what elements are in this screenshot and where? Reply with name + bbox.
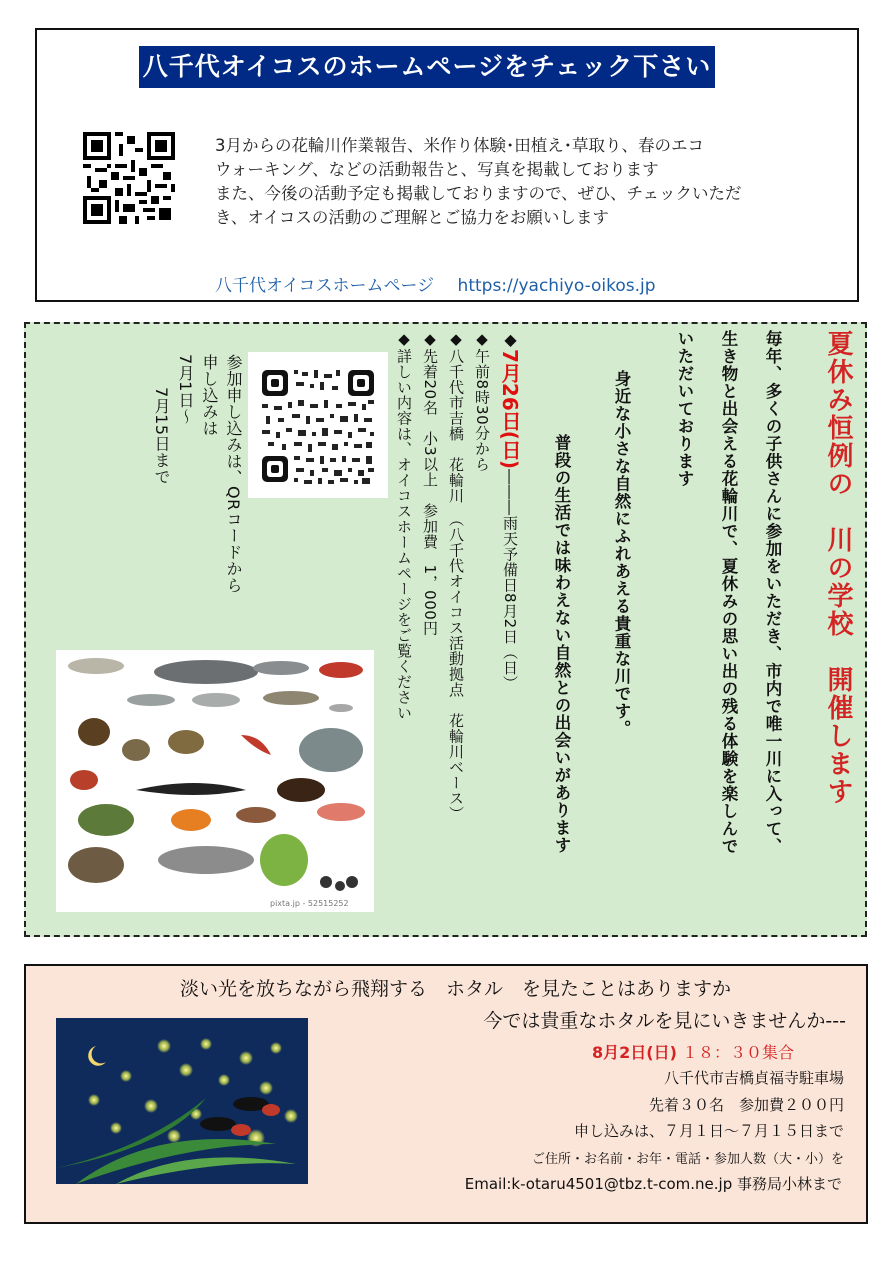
river-school-heading: 夏休み恒例の 川の学校 開催します	[823, 330, 853, 806]
detail-line: ◆八千代市吉橋 花輪川 （八千代オイコス活動拠点 花輪川ベース）	[447, 330, 465, 822]
homepage-notice	[35, 28, 859, 302]
apply-line: 7月1日～	[176, 354, 195, 425]
river-creatures-illustration	[56, 650, 374, 912]
description-line: き、オイコスの活動のご理解とご協力をお願いします	[215, 208, 609, 227]
intro-line: 毎年、多くの子供さんに参加をいただき、市内で唯一川に入って、	[763, 330, 782, 855]
diamond-icon: ◆	[501, 330, 520, 349]
description-line: また、今後の活動予定も掲載しておりますので、ぜひ、チェックいただ	[215, 184, 742, 203]
lead-line: 身近な小さな自然にふれあえる貴重な川です。	[612, 370, 631, 738]
homepage-link-row	[215, 271, 656, 296]
detail-line: ◆詳しい内容は、オイコスホームページをご覧ください	[395, 330, 413, 721]
detail-line: ◆午前8時30分から	[473, 330, 491, 472]
firefly-panel	[24, 964, 868, 1224]
firefly-line-1: 淡い光を放ちながら飛翔する ホタル を見たことはありますか	[180, 978, 732, 1000]
firefly-time: １８：３０集合	[682, 1043, 795, 1062]
lead-line: 普段の生活では味わえない自然との出会いがあります	[552, 434, 571, 854]
firefly-date-row	[592, 1040, 794, 1063]
firefly-required-info: ご住所・お名前・お年・電話・参加人数（大・小）を	[531, 1152, 844, 1167]
intro-line: いただいております	[675, 330, 694, 488]
firefly-night-illustration	[56, 1018, 308, 1184]
diamond-icon: ◆	[395, 330, 413, 349]
apply-line: 7月15日まで	[152, 354, 171, 486]
qr-code-homepage[interactable]	[83, 132, 175, 224]
event-date-main: 7月26日(日)	[498, 349, 522, 470]
apply-line: 参加申し込みは、QRコードから	[224, 354, 243, 594]
event-date-line	[496, 330, 525, 691]
qr-code-application[interactable]	[248, 352, 388, 498]
firefly-period: 申し込みは、７月１日～７月１５日まで	[573, 1122, 844, 1140]
river-school-panel	[24, 322, 867, 937]
diamond-icon: ◆	[447, 330, 465, 349]
image-credit: pixta.jp - 52515252	[270, 899, 349, 908]
firefly-capacity: 先着３０名 参加費２００円	[648, 1096, 844, 1114]
event-date-rest: ―――雨天予備日8月2日（日）	[501, 469, 519, 691]
firefly-date: 8月2日(日)	[592, 1043, 677, 1062]
description-line: 3月からの花輪川作業報告、米作り体験･田植え･草取り、春のエコ	[215, 136, 704, 155]
homepage-description	[215, 134, 815, 230]
homepage-title: 八千代オイコスのホームページをチェック下さい	[139, 46, 715, 88]
diamond-icon: ◆	[473, 330, 491, 349]
apply-line: 申し込みは	[200, 354, 219, 437]
intro-line: 生き物と出会える花輪川で、夏休みの思い出の残る体験を楽しんで	[719, 330, 738, 855]
homepage-url-link[interactable]: https://yachiyo-oikos.jp	[457, 276, 656, 296]
detail-line: ◆先着20名 小3以上 参加費 1，000円	[421, 330, 439, 636]
diamond-icon: ◆	[421, 330, 439, 349]
description-line: ウォーキング、などの活動報告と、写真を掲載しております	[215, 160, 659, 179]
firefly-line-2: 今では貴重なホタルを見にいきませんか---	[483, 1010, 846, 1032]
firefly-email[interactable]: Email:k-otaru4501@tbz.t-com.ne.jp 事務局小林まで	[464, 1175, 842, 1193]
homepage-label: 八千代オイコスホームページ	[215, 276, 435, 296]
firefly-place: 八千代市吉橋貞福寺駐車場	[663, 1069, 844, 1087]
